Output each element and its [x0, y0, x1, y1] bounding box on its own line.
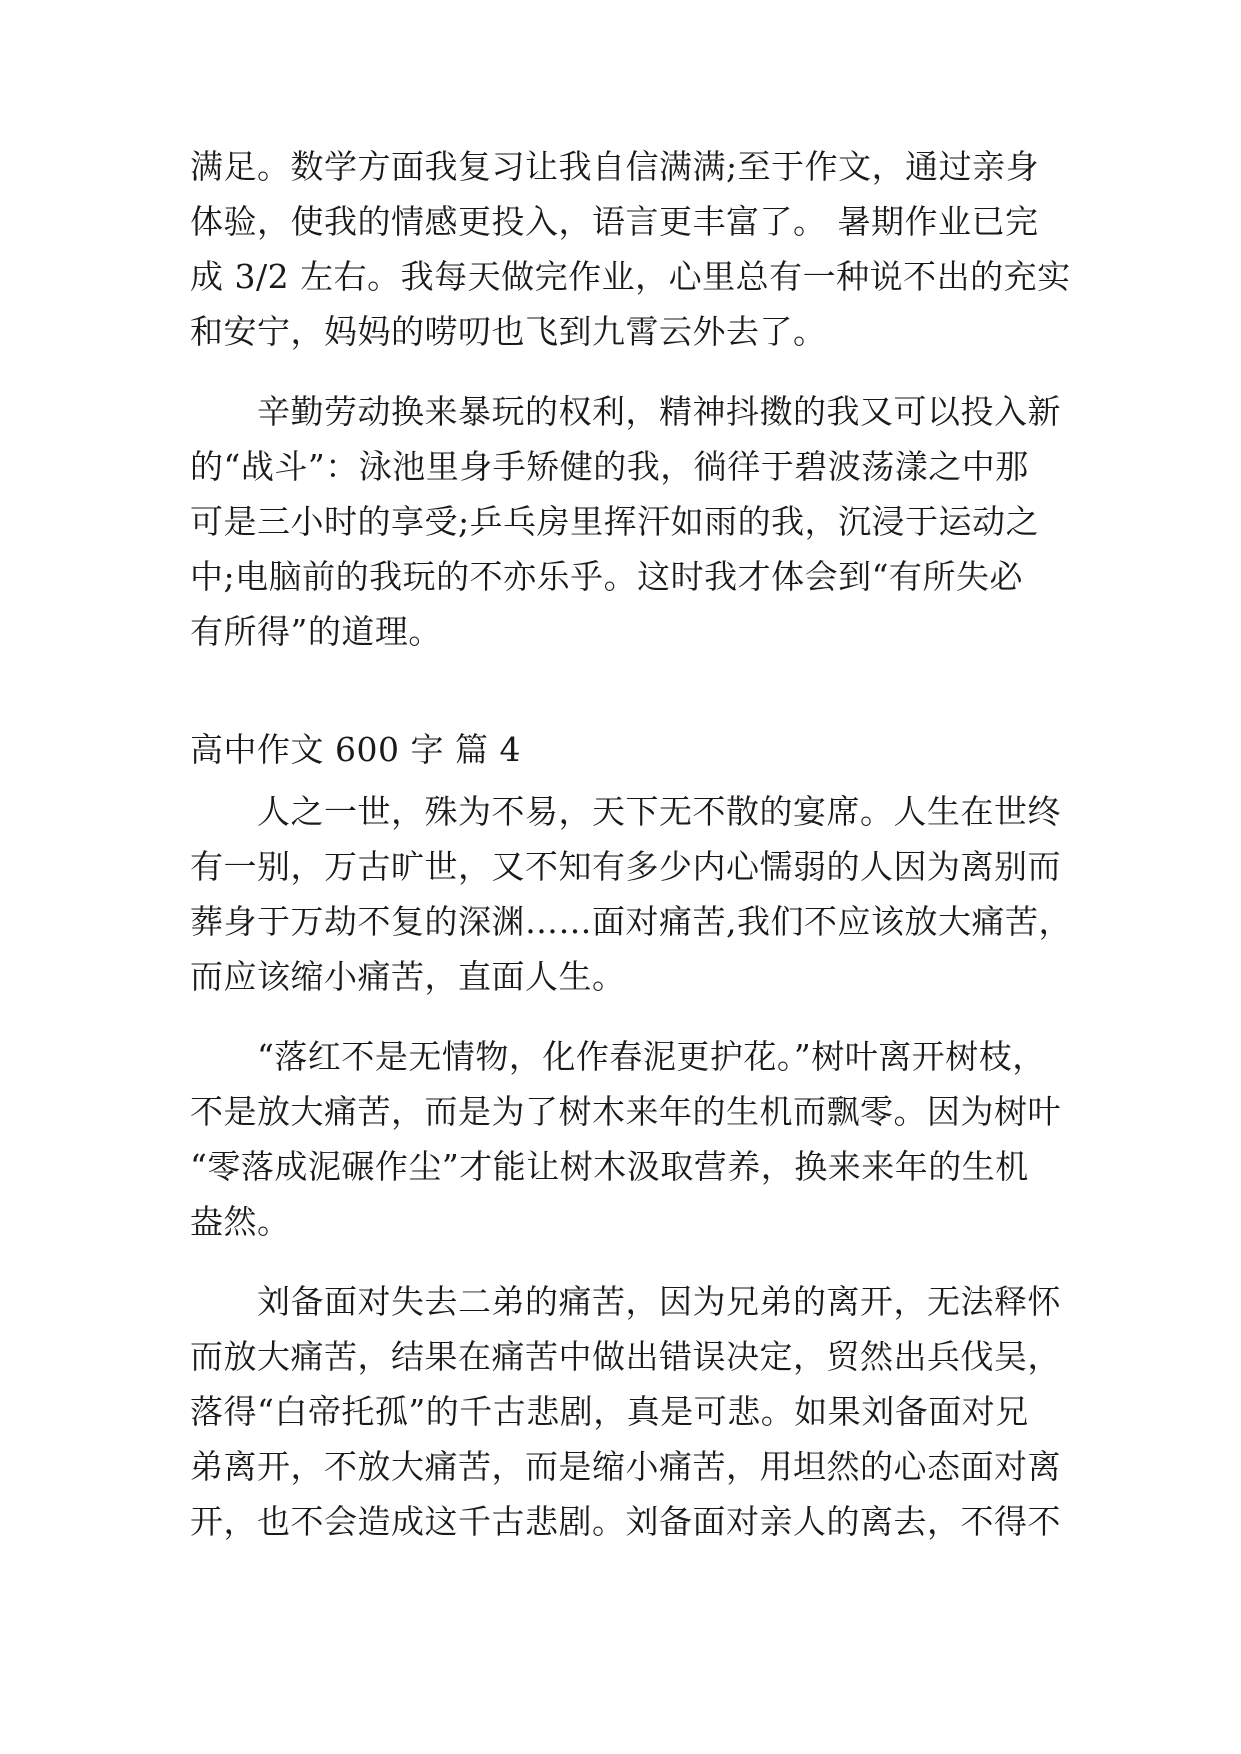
text-line: 有所得”的道理。	[190, 612, 442, 651]
text-line: 人之一世，殊为不易，天下无不散的宴席。人生在世终	[190, 792, 1061, 831]
text-line: 有一别，万古旷世，又不知有多少内心懦弱的人因为离别而	[190, 847, 1061, 886]
text-line: 满足。数学方面我复习让我自信满满;至于作文，通过亲身	[190, 147, 1040, 186]
text-line: 辛勤劳动换来暴玩的权利，精神抖擞的我又可以投入新	[190, 392, 1061, 431]
text-line: 成 3/2 左右。我每天做完作业，心里总有一种说不出的充实	[190, 257, 1071, 296]
text-line: 葬身于万劫不复的深渊……面对痛苦,我们不应该放大痛苦，	[190, 902, 1072, 941]
text-line: 开，也不会造成这千古悲剧。刘备面对亲人的离去，不得不	[190, 1502, 1061, 1541]
text-line: 而应该缩小痛苦，直面人生。	[190, 957, 626, 996]
text-line: 的“战斗”：泳池里身手矫健的我，徜徉于碧波荡漾之中那	[190, 447, 1029, 486]
text-line: 可是三小时的享受;乒乓房里挥汗如雨的我，沉浸于运动之	[190, 502, 1040, 541]
text-line: “落红不是无情物，化作春泥更护花。”树叶离开树枝，	[190, 1037, 1046, 1076]
section-heading: 高中作文 600 字 篇 4	[190, 730, 521, 769]
text-line: 弟离开，不放大痛苦，而是缩小痛苦，用坦然的心态面对离	[190, 1447, 1061, 1486]
text-line: 盎然。	[190, 1202, 291, 1241]
text-line: 而放大痛苦，结果在痛苦中做出错误决定，贸然出兵伐吴，	[190, 1337, 1061, 1376]
text-line: 中;电脑前的我玩的不亦乐乎。这时我才体会到“有所失必	[190, 557, 1023, 596]
text-line: 刘备面对失去二弟的痛苦，因为兄弟的离开，无法释怀	[190, 1282, 1061, 1321]
text-line: “零落成泥碾作尘”才能让树木汲取营养，换来来年的生机	[190, 1147, 1029, 1186]
text-line: 落得“白帝托孤”的千古悲剧，真是可悲。如果刘备面对兄	[190, 1392, 1029, 1431]
text-line: 和安宁，妈妈的唠叨也飞到九霄云外去了。	[190, 312, 827, 351]
text-line: 不是放大痛苦，而是为了树木来年的生机而飘零。因为树叶	[190, 1092, 1061, 1131]
text-line: 体验，使我的情感更投入，语言更丰富了。 暑期作业已完	[190, 202, 1039, 241]
